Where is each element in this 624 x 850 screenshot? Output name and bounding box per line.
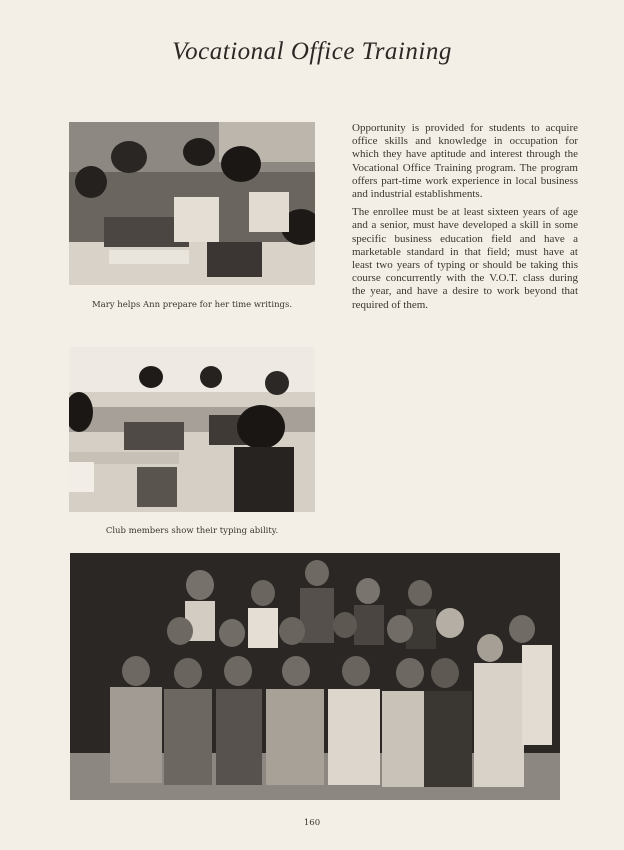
page-number: 160 [303, 818, 321, 828]
photo-group-portrait-image [70, 553, 560, 800]
photo-typing-class [69, 347, 315, 512]
photo-caption: Club members show their typing ability. [105, 526, 279, 536]
photo-caption: Mary helps Ann prepare for her time writings. [91, 300, 293, 310]
page-title: Vocational Office Training [172, 38, 452, 65]
photo-typing-class-image [69, 347, 315, 512]
article-paragraph: The enrollee must be at least sixteen years of age and a senior, must have developed a skill in some specific business education field and have a marketable standard in that field; must have at least two years of typing or should be taking this course concurrently with the V.O.T. class during the year, and have a desire to work beyond that required of them. [352, 206, 578, 311]
photo-group-portrait [70, 553, 560, 800]
photo-typing-help [69, 122, 315, 285]
photo-typing-help-image [69, 122, 315, 285]
article-paragraph: Opportunity is provided for students to acquire office skills and knowledge in occupation for which they have aptitude and interest through the Vocational Office Training program. The program offers part-time work experience in local business and industrial establishments. [352, 122, 578, 201]
article-body [352, 122, 578, 317]
